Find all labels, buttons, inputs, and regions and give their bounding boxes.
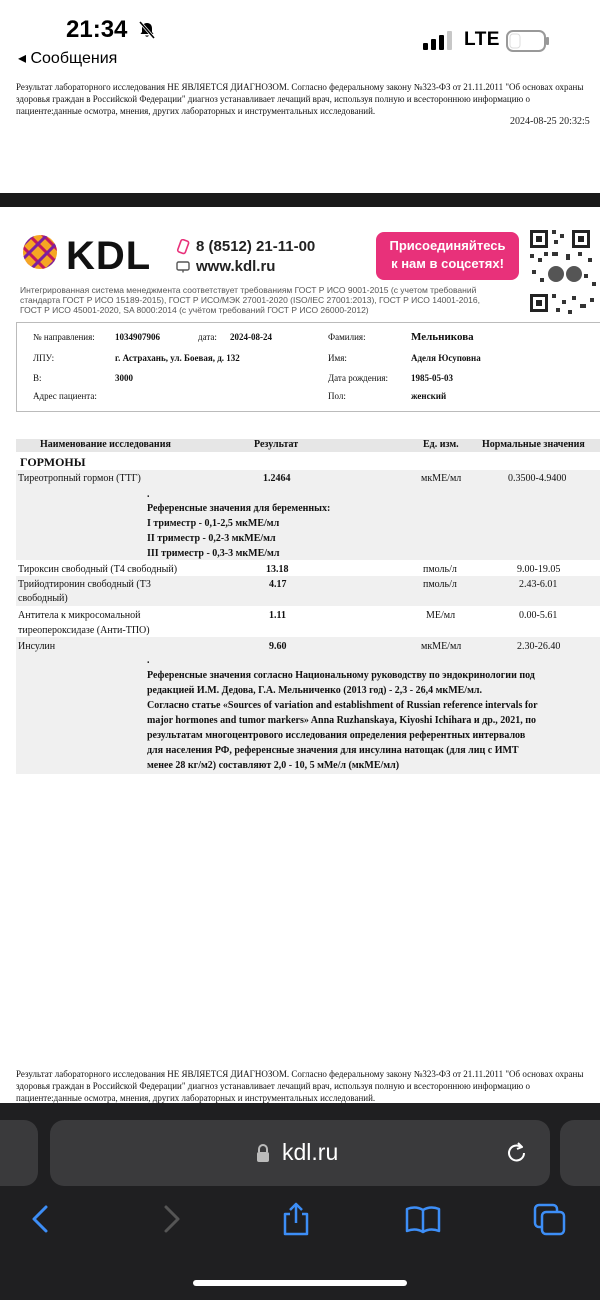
tsh-note-dot: . (147, 489, 150, 500)
insulin-norm: 2.30-26.40 (517, 641, 561, 652)
lock-icon (255, 1143, 271, 1163)
footer-disclaimer-line-3: пациенте:данные осмотра, мнения, других лабораторных и инструментальных исследований. (16, 1093, 376, 1103)
surname-label: Фамилия: (328, 332, 366, 342)
footer-disclaimer-line-1: Результат лабораторного исследования НЕ ЯВЛЯЕТСЯ ДИАГНОЗОМ. Согласно федеральному закону №323-ФЗ от 21.11.2011 "Об основах охраны (16, 1069, 584, 1079)
t4-name: Тироксин свободный (Т4 свободный) (18, 564, 178, 575)
promo-line-1: Присоединяйтесь (389, 238, 506, 253)
insulin-note-line-5: результатам многоцентрового исследования определения референтных интервалов (147, 730, 526, 741)
t3-unit: пмоль/л (423, 579, 457, 590)
referral-value: 1034907906 (115, 332, 160, 342)
insulin-note-dot: . (147, 655, 150, 666)
insulin-note-line-2: редакцией И.М. Дедова, Г.А. Мельниченко (2013 год) - 2,3 - 26,4 мкМЕ/мл. (147, 685, 483, 696)
tpo-unit: МЕ/мл (426, 610, 456, 621)
page-separator (0, 193, 600, 207)
dob-label: Дата рождения: (328, 373, 389, 383)
t3-name-line-2: свободный) (18, 593, 68, 604)
brand-name: KDL (66, 234, 152, 278)
t4-norm: 9.00-19.05 (517, 564, 561, 575)
tsh-note-line-4: III триместр - 0,3-3 мкМЕ/мл (147, 548, 280, 559)
t3-result: 4.17 (269, 579, 287, 590)
tabs-icon[interactable] (531, 1201, 569, 1237)
address-label: Адрес пациента: (33, 391, 97, 401)
col-unit-header: Ед. изм. (423, 439, 459, 450)
patient-info-box (16, 322, 600, 412)
bookmarks-icon[interactable] (404, 1201, 442, 1237)
social-promo-banner (376, 232, 519, 280)
iso-line-2: стандарта ГОСТ Р ИСО 15189-2015), ГОСТ Р ИСО/МЭК 27001-2020 (ISO/IEC 27001:2013), ГОСТ Р ИСО 14001-2016, (20, 295, 480, 305)
v-label: В: (33, 373, 42, 383)
dob-value: 1985-05-03 (411, 373, 453, 383)
tsh-note-line-1: Референсные значения для беременных: (147, 503, 331, 514)
reload-icon[interactable] (505, 1139, 529, 1165)
tsh-unit: мкМЕ/мл (421, 473, 462, 484)
network-type: LTE (464, 29, 500, 50)
col-norm-header: Нормальные значения (482, 439, 585, 450)
url-text[interactable]: kdl.ru (282, 1139, 339, 1165)
lpu-value: г. Астрахань, ул. Боевая, д. 132 (115, 353, 240, 363)
t3-norm: 2.43-6.01 (519, 579, 558, 590)
previous-tab-preview[interactable] (0, 1120, 38, 1186)
date-value: 2024-08-24 (230, 332, 272, 342)
tpo-name-line-2: тиреопероксидазе (Анти-ТПО) (18, 625, 150, 636)
tsh-note-line-2: I триместр - 0,1-2,5 мкМЕ/мл (147, 518, 280, 529)
tsh-note-line-3: II триместр - 0,2-3 мкМЕ/мл (147, 533, 276, 544)
promo-line-2: к нам в соцсетях! (391, 256, 504, 271)
results-table-header (16, 439, 600, 452)
lpu-label: ЛПУ: (33, 353, 55, 363)
t4-unit: пмоль/л (423, 564, 457, 575)
phone-icon (176, 239, 190, 255)
insulin-name: Инсулин (18, 641, 56, 652)
share-icon[interactable] (279, 1201, 313, 1237)
iso-certification (20, 285, 600, 315)
iso-line-3: ГОСТ Р ИСО 45001-2020, SA 8000:2014 (с учётом требований ГОСТ Р ИСО 26000-2012) (20, 305, 369, 315)
contact-block (176, 237, 315, 277)
v-value: 3000 (115, 373, 133, 383)
tsh-result: 1.2464 (263, 473, 291, 484)
sex-label: Пол: (328, 391, 346, 401)
section-hormones: ГОРМОНЫ (20, 455, 86, 469)
phone-number: 8 (8512) 21-11-00 (196, 238, 316, 255)
forward-icon[interactable] (154, 1201, 188, 1237)
back-to-messages-link[interactable]: ◂ Сообщения (18, 50, 118, 67)
surname-value: Мельникова (411, 331, 474, 343)
insulin-unit: мкМЕ/мл (421, 641, 462, 652)
back-icon[interactable] (24, 1201, 58, 1237)
footer-disclaimer-line-2: здоровья граждан в Российской Федерации" диагноз устанавливает лечащий врач, используя полную и всестороннюю информацию о (16, 1081, 530, 1091)
insulin-result: 9.60 (269, 641, 287, 652)
silent-bell-icon (137, 20, 157, 40)
clock: 21:34 (66, 16, 128, 43)
status-bar (0, 0, 600, 82)
name-label: Имя: (328, 353, 347, 363)
website: www.kdl.ru (196, 258, 276, 275)
battery-icon (506, 30, 550, 52)
insulin-note-line-4: major hormones and tumor markers» Anna Ruzhanskaya, Kiyoshi Ichihara и др., 2021, по (147, 715, 537, 726)
tpo-norm: 0.00-5.61 (519, 610, 558, 621)
next-tab-preview[interactable] (560, 1120, 600, 1186)
insulin-note-line-7: менее 28 кг/м2) составляют 2,0 - 10, 5 мМе/л (мкМЕ/мл) (147, 760, 400, 771)
sex-value: женский (411, 391, 447, 401)
kdl-logo-icon (22, 234, 58, 270)
insulin-note-line-3: Согласно статье «Sources of variation and establishment of Russian reference intervals for (147, 700, 538, 711)
monitor-icon (176, 260, 190, 274)
tpo-result: 1.11 (269, 610, 286, 621)
signal-icon (423, 30, 455, 50)
referral-label: № направления: (33, 332, 95, 342)
disclaimer-line-1: Результат лабораторного исследования НЕ ЯВЛЯЕТСЯ ДИАГНОЗОМ. Согласно федеральному закону №323-ФЗ от 21.11.2011 "Об основах охраны (16, 82, 584, 92)
insulin-note-line-6: для населения РФ, референсные значения для инсулина натощак (для лиц с ИМТ (147, 745, 519, 756)
name-value: Аделя Юсуповна (411, 353, 481, 363)
home-indicator[interactable] (193, 1280, 407, 1286)
tpo-name-line-1: Антитела к микросомальной (18, 610, 141, 621)
t3-name-line-1: Трийодтиронин свободный (Т3 (18, 579, 151, 590)
disclaimer-line-2: здоровья граждан в Российской Федерации" диагноз устанавливает лечащий врач, используя полную и всестороннюю информацию о (16, 94, 530, 104)
t4-result: 13.18 (266, 564, 289, 575)
tsh-norm: 0.3500-4.9400 (508, 473, 567, 484)
print-timestamp: 2024-08-25 20:32:5 (510, 116, 590, 127)
col-result-header: Результат (254, 439, 299, 450)
insulin-note-line-1: Референсные значения согласно Национальному руководству по эндокринологии под (147, 670, 535, 681)
iso-line-1: Интегрированная система менеджмента соответствует требованиям ГОСТ Р ИСО 9001-2015 (с учетом требований (20, 285, 477, 295)
disclaimer-line-3: пациенте:данные осмотра, мнения, других лабораторных и инструментальных исследований. (16, 106, 376, 116)
date-label: дата: (198, 332, 217, 342)
tsh-name: Тиреотропный гормон (ТТГ) (18, 473, 141, 484)
col-name-header: Наименование исследования (40, 439, 171, 450)
